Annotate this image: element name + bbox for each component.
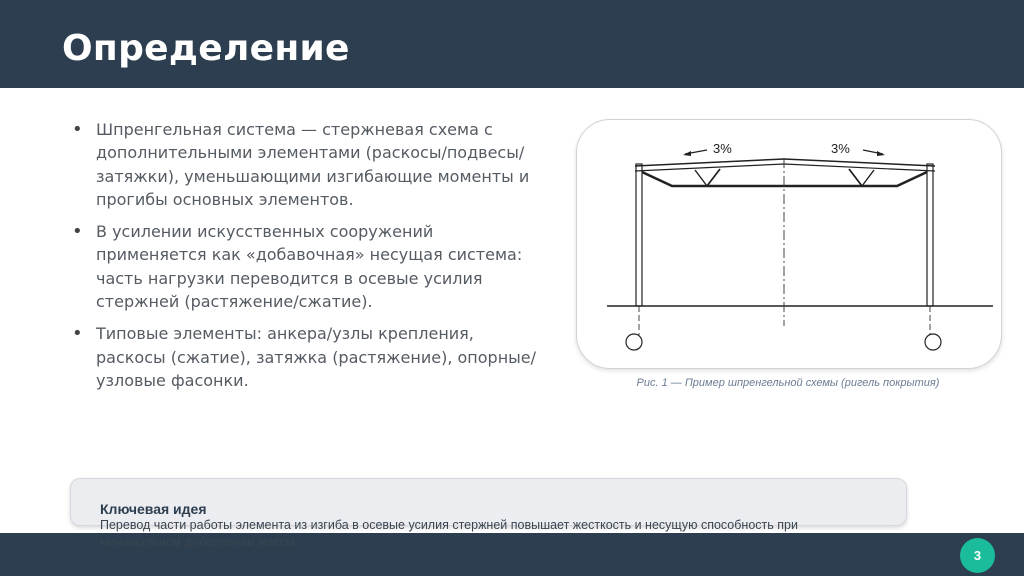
- right-brace: [862, 170, 874, 186]
- page-number-badge: 3: [960, 538, 995, 573]
- top-chord-inner: [635, 164, 935, 171]
- bullet-item: [70, 220, 540, 313]
- top-chord: [635, 159, 935, 166]
- bullet-text: Типовые элементы: анкера/узлы крепления, раскосы (сжатие), затяжка (растяжение), опорные/узловые фасонки.: [96, 324, 537, 390]
- slide-header: [0, 0, 1024, 88]
- bullet-dot-icon: •: [72, 323, 83, 345]
- left-axis-marker-icon: [626, 334, 642, 350]
- right-strut: [849, 169, 862, 186]
- slope-label-left: 3%: [713, 141, 732, 156]
- page-title: Определение: [62, 28, 350, 69]
- figure-card: [576, 119, 1002, 369]
- bullet-dot-icon: •: [72, 119, 83, 140]
- bullet-dot-icon: •: [72, 221, 83, 243]
- truss-diagram: [577, 120, 1001, 368]
- right-axis-marker-icon: [925, 334, 941, 350]
- callout-title: Ключевая идея: [100, 501, 207, 517]
- right-column: [927, 164, 933, 306]
- bullet-text: Шпренгельная система — стержневая схема с дополнительными элементами (раскосы/подвесы/затяжки), уменьшающими изгибающие моменты и прогибы основных элементов.: [96, 120, 530, 209]
- left-strut: [707, 169, 720, 186]
- bullet-list: [70, 118, 540, 401]
- figure-caption: Рис. 1 — Пример шпренгельной схемы (ригель покрытия): [636, 377, 940, 389]
- bullet-item: [70, 118, 540, 211]
- left-column: [636, 164, 642, 306]
- slope-arrow-right-head: [877, 151, 885, 156]
- bullet-text: В усилении искусственных сооружений применяется как «добавочная» несущая система: часть нагрузки переводится в осевые усилия стержней (растяжение/сжатие).: [96, 222, 523, 312]
- slope-arrow-left-head: [683, 151, 691, 156]
- left-brace: [695, 170, 707, 186]
- callout-text: Перевод части работы элемента из изгиба в осевые усилия стержней повышает жесткость и несущую способность при минимальном добавлении массы.: [100, 518, 798, 549]
- slope-label-right: 3%: [831, 141, 850, 156]
- bullet-item: [70, 322, 540, 392]
